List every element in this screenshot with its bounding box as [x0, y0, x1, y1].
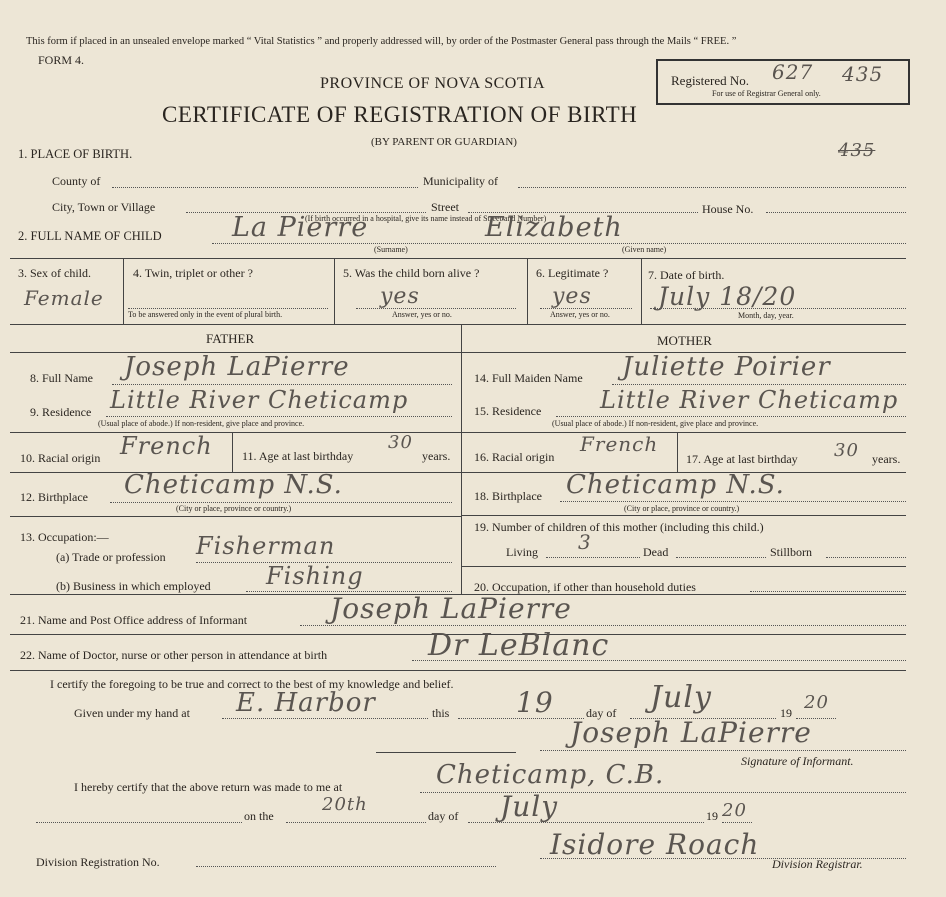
- father-residence-label: 9. Residence: [30, 405, 92, 419]
- given-caption: (Given name): [622, 245, 667, 254]
- living-line: [546, 557, 640, 558]
- alive-line: [356, 308, 516, 309]
- registrar-label: Division Registrar.: [772, 857, 863, 871]
- mother-age: 30: [834, 440, 859, 461]
- legit-value: yes: [552, 284, 592, 309]
- business-label: (b) Business in which employed: [56, 579, 211, 593]
- informant-signature: Joseph LaPierre: [570, 716, 812, 749]
- hospital-note: (If birth occurred in a hospital, give its name instead of Street and Number): [305, 214, 547, 223]
- registered-value-2: 435: [842, 62, 884, 86]
- return-place-line: [420, 792, 906, 793]
- month-value: July: [650, 680, 712, 715]
- sex-label: 3. Sex of child.: [18, 266, 91, 280]
- doctor-label: 22. Name of Doctor, nurse or other person in attendance at birth: [20, 648, 328, 662]
- mother-age-label: 17. Age at last birthday: [686, 452, 798, 466]
- division-line: [196, 866, 496, 867]
- dob-note: Month, day, year.: [738, 311, 794, 320]
- father-birthplace-label: 12. Birthplace: [20, 490, 88, 504]
- alive-note: Answer, yes or no.: [392, 310, 452, 319]
- informant-line: [300, 625, 906, 626]
- county-line: [112, 187, 418, 188]
- child-name-line: [212, 243, 906, 244]
- living-value: 3: [578, 530, 592, 554]
- trade-value: Fisherman: [196, 532, 336, 560]
- mother-birthplace: Cheticamp N.S.: [566, 470, 785, 500]
- twin-label: 4. Twin, triplet or other ?: [133, 266, 253, 280]
- row-divider: [461, 515, 906, 516]
- return-month: July: [500, 790, 559, 823]
- stillborn-line: [826, 557, 906, 558]
- doctor-value: Dr LeBlanc: [428, 628, 610, 663]
- alive-value: yes: [380, 284, 420, 309]
- mother-racial: French: [580, 432, 659, 456]
- informant-value: Joseph LaPierre: [330, 592, 572, 625]
- registered-value: 627: [772, 60, 814, 84]
- mother-residence-line: [556, 416, 906, 417]
- living-label: Living: [506, 545, 538, 559]
- house-label: House No.: [702, 202, 754, 216]
- return-place: Cheticamp, C.B.: [436, 760, 665, 790]
- mother-name-line: [612, 384, 906, 385]
- legit-line: [540, 308, 632, 309]
- year-value: 20: [804, 692, 829, 713]
- given-place: E. Harbor: [236, 688, 376, 718]
- trade-label: (a) Trade or profession: [56, 550, 166, 564]
- municipality-label: Municipality of: [423, 174, 498, 188]
- col-divider: [527, 258, 528, 324]
- given-place-line: [222, 718, 428, 719]
- registrar-use-note: For use of Registrar General only.: [712, 89, 821, 98]
- dob-label: 7. Date of birth.: [648, 268, 725, 282]
- mother-residence-label: 15. Residence: [474, 404, 542, 418]
- day-value: 19: [516, 686, 554, 719]
- occupation-label: 13. Occupation:—: [20, 530, 109, 544]
- col-divider: [232, 432, 233, 472]
- short-rule: [376, 752, 516, 753]
- child-name-label: 2. FULL NAME OF CHILD: [18, 229, 162, 243]
- col-divider: [123, 258, 124, 324]
- corner-number: 435: [838, 140, 876, 161]
- doctor-line: [412, 660, 906, 661]
- legit-label: 6. Legitimate ?: [536, 266, 609, 280]
- certify-text: I certify the foregoing to be true and correct to the best of my knowledge and belief.: [50, 677, 454, 691]
- dob-line: [650, 308, 906, 309]
- registered-label: Registered No.: [671, 73, 749, 88]
- mother-occupation-line: [750, 591, 906, 592]
- father-residence: Little River Cheticamp: [110, 386, 409, 414]
- father-racial: French: [120, 432, 213, 460]
- children-label: 19. Number of children of this mother (including this child.): [474, 520, 764, 534]
- county-label: County of: [52, 174, 101, 188]
- father-birthplace-note: (City or place, province or country.): [176, 504, 292, 513]
- col-divider: [334, 258, 335, 324]
- business-value: Fishing: [266, 562, 364, 590]
- row-divider: [10, 324, 906, 325]
- mother-occupation-label: 20. Occupation, if other than household duties: [474, 580, 696, 594]
- mother-name-label: 14. Full Maiden Name: [474, 371, 583, 385]
- twin-line: [128, 308, 328, 309]
- return-year-line: [722, 822, 752, 823]
- alive-label: 5. Was the child born alive ?: [343, 266, 480, 280]
- row-divider: [461, 566, 906, 567]
- informant-label: 21. Name and Post Office address of Informant: [20, 613, 248, 627]
- on-the-label: on the: [244, 809, 274, 823]
- return-year: 20: [722, 800, 747, 821]
- division-label: Division Registration No.: [36, 855, 160, 869]
- father-age-label: 11. Age at last birthday: [242, 449, 354, 463]
- mother-racial-label: 16. Racial origin: [474, 450, 555, 464]
- return-text: I hereby certify that the above return was made to me at: [74, 780, 343, 794]
- surname-caption: (Surname): [374, 245, 408, 254]
- father-name: Joseph LaPierre: [124, 352, 350, 382]
- mother-abode-note: (Usual place of abode.) If non-resident, give place and province.: [552, 419, 759, 428]
- mother-residence: Little River Cheticamp: [600, 386, 899, 414]
- return-year-prefix: 19: [706, 809, 718, 823]
- father-years: years.: [422, 449, 451, 463]
- street-label: Street: [431, 200, 459, 214]
- municipality-line: [518, 187, 906, 188]
- father-heading: FATHER: [206, 331, 255, 346]
- col-divider: [677, 432, 678, 472]
- stillborn-label: Stillborn: [770, 545, 813, 559]
- col-divider: [641, 258, 642, 324]
- signature-label: Signature of Informant.: [741, 754, 854, 768]
- signature-line: [540, 750, 906, 751]
- child-surname: La Pierre: [232, 212, 369, 243]
- registrar-signature: Isidore Roach: [550, 828, 760, 861]
- this-label: this: [432, 706, 450, 720]
- father-birthplace-line: [110, 502, 452, 503]
- city-label: City, Town or Village: [52, 200, 156, 214]
- dead-line: [676, 557, 766, 558]
- row-divider: [10, 516, 461, 517]
- day-line: [458, 718, 584, 719]
- return-blank-line: [36, 822, 242, 823]
- mother-name: Juliette Poirier: [622, 352, 831, 382]
- father-age: 30: [388, 432, 413, 453]
- return-day: 20th: [322, 794, 368, 815]
- year-prefix: 19: [780, 706, 792, 720]
- sex-value: Female: [24, 286, 104, 310]
- father-residence-line: [106, 416, 452, 417]
- row-divider: [10, 670, 906, 671]
- return-day-line: [286, 822, 426, 823]
- father-racial-label: 10. Racial origin: [20, 451, 101, 465]
- day-of-label: day of: [586, 706, 617, 720]
- mother-birthplace-note: (City or place, province or country.): [624, 504, 740, 513]
- place-of-birth-label: 1. PLACE OF BIRTH.: [18, 147, 133, 161]
- father-name-label: 8. Full Name: [30, 371, 93, 385]
- parents-divider: [461, 324, 462, 594]
- postal-notice: This form if placed in an unsealed envelope marked “ Vital Statistics ” and properly addressed will, by order of the Postmaster General pass through the Mails “ FREE. ”: [26, 36, 737, 47]
- given-label: Given under my hand at: [74, 706, 190, 720]
- mother-birthplace-line: [560, 501, 906, 502]
- father-birthplace: Cheticamp N.S.: [124, 470, 343, 500]
- father-name-line: [112, 384, 452, 385]
- mother-years: years.: [872, 452, 901, 466]
- province-title: PROVINCE OF NOVA SCOTIA: [320, 75, 546, 92]
- page-subtitle: (BY PARENT OR GUARDIAN): [371, 136, 517, 148]
- twin-note: To be answered only in the event of plural birth.: [128, 310, 283, 319]
- row-divider: [461, 432, 906, 433]
- child-given-name: Elizabeth: [485, 212, 623, 243]
- return-day-of-label: day of: [428, 809, 459, 823]
- mother-heading: MOTHER: [657, 333, 712, 348]
- dob-value: July 18/20: [658, 282, 797, 311]
- page-title: CERTIFICATE OF REGISTRATION OF BIRTH: [162, 102, 638, 127]
- mother-birthplace-label: 18. Birthplace: [474, 489, 542, 503]
- dead-label: Dead: [643, 545, 669, 559]
- father-abode-note: (Usual place of abode.) If non-resident, give place and province.: [98, 419, 305, 428]
- legit-note: Answer, yes or no.: [550, 310, 610, 319]
- return-month-line: [468, 822, 704, 823]
- form-number: FORM 4.: [38, 53, 85, 67]
- row-divider: [10, 258, 906, 259]
- house-line: [766, 212, 906, 213]
